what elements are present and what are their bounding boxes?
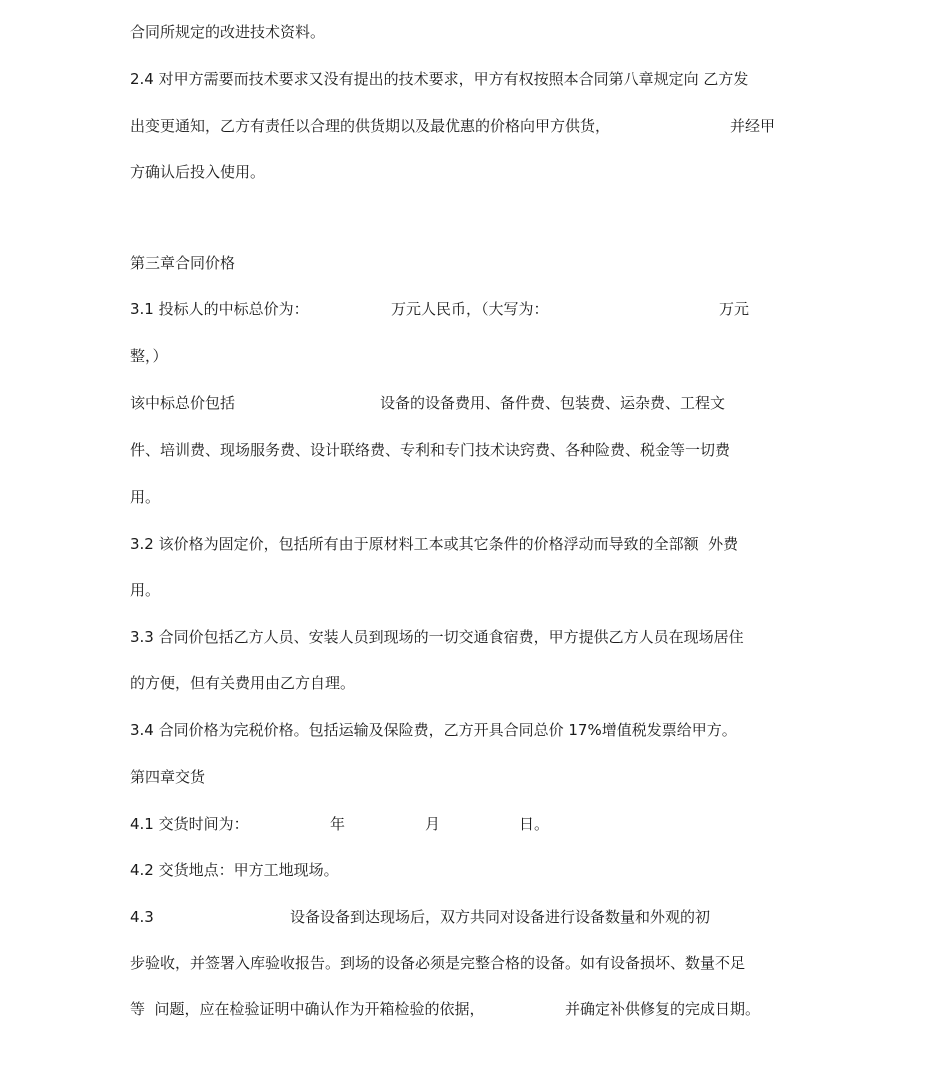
text-segment: 4.1 交货时间为：	[130, 815, 249, 833]
text-segment: 2.4 对甲方需要而技术要求又没有提出的技术要求，甲方有权按照本合同第八章规定向 乙方发	[130, 70, 749, 88]
text-segment: 设备设备到达现场后，双方共同对设备进行设备数量和外观的初	[290, 908, 711, 926]
text-segment: 的方便，但有关费用由乙方自理。	[130, 674, 356, 692]
text-line	[130, 162, 266, 222]
text-segment: 万元	[719, 300, 750, 318]
text-segment: 用。	[130, 488, 161, 506]
text-segment: 并确定补供修复的完成日期。	[565, 1000, 761, 1018]
text-segment: 等 问题，应在检验证明中确认作为开箱检验的依据，	[130, 1000, 485, 1018]
text-segment: 3.1 投标人的中标总价为：	[130, 300, 309, 318]
text-segment: 设备的设备费用、备件费、包装费、运杂费、工程文	[380, 394, 726, 412]
text-segment: 方确认后投入使用。	[130, 163, 266, 181]
text-segment: 3.2 该价格为固定价，包括所有由于原材料工本或其它条件的价格浮动而导致的全部额 外费	[130, 535, 739, 553]
text-line	[130, 999, 761, 1079]
heading-text: 第四章交货	[130, 768, 206, 786]
text-segment: 4.3	[130, 908, 154, 926]
text-segment: 万元人民币，（大写为：	[391, 300, 549, 318]
text-segment: 3.3 合同价包括乙方人员、安装人员到现场的一切交通食宿费，甲方提供乙方人员在现场居住	[130, 628, 744, 646]
text-segment: 年	[330, 815, 346, 833]
text-segment: 3.4 合同价格为完税价格。包括运输及保险费，乙方开具合同总价 17%增值税发票给甲方。	[130, 721, 737, 739]
text-segment: 出变更通知，乙方有责任以合理的供货期以及最优惠的价格向甲方供货，	[130, 117, 611, 135]
text-segment: 合同所规定的改进技术资料。	[130, 23, 326, 41]
heading-text: 第三章合同价格	[130, 254, 236, 272]
text-segment: 4.2 交货地点：甲方工地现场。	[130, 861, 339, 879]
text-segment: 日。	[519, 815, 550, 833]
text-segment: 步验收，并签署入库验收报告。到场的设备必须是完整合格的设备。如有设备损坏、数量不足	[130, 954, 746, 972]
text-segment: 整，）	[130, 347, 168, 365]
text-segment: 用。	[130, 581, 161, 599]
text-segment: 并经甲	[730, 117, 776, 135]
text-segment: 件、培训费、现场服务费、设计联络费、专利和专门技术诀窍费、各种险费、税金等一切费	[130, 441, 731, 459]
text-segment: 该中标总价包括	[130, 394, 236, 412]
text-segment: 月	[425, 815, 441, 833]
